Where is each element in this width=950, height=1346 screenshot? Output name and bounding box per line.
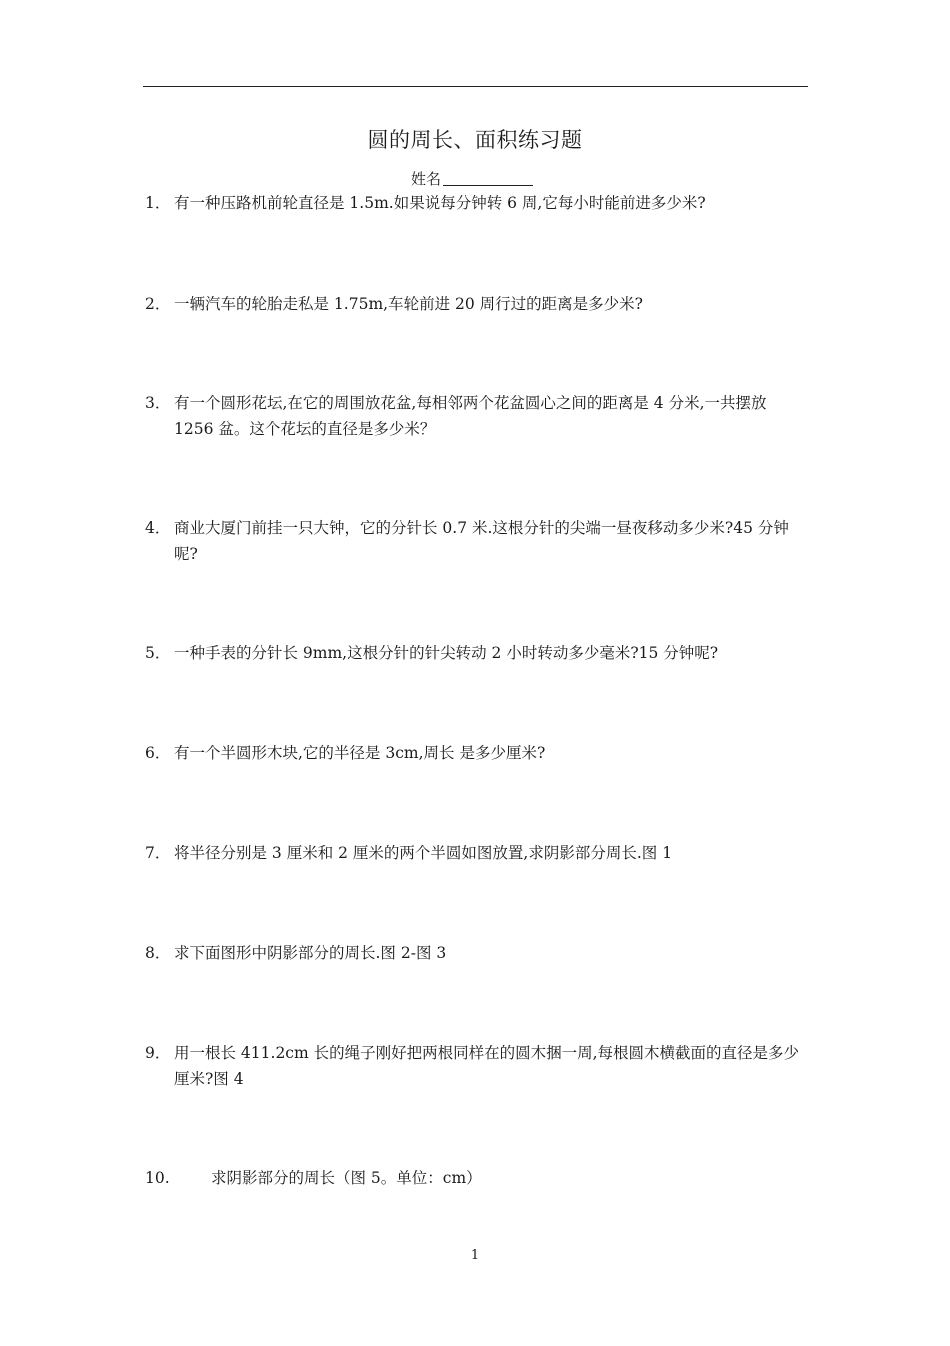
- question-text: 用一根长 411.2cm 长的绳子刚好把两根同样在的圆木捆一周,每根圆木横截面的直径是多少厘米?图 4: [174, 1044, 800, 1088]
- question-number: 5．: [145, 644, 171, 662]
- question-item: [145, 190, 810, 216]
- question-text: 将半径分别是 3 厘米和 2 厘米的两个半圆如图放置,求阴影部分周长.图 1: [174, 844, 673, 862]
- question-number: 3．: [145, 394, 171, 412]
- question-item: [145, 1040, 810, 1092]
- name-blank-line: [443, 170, 533, 186]
- question-number: 7．: [145, 844, 171, 862]
- name-label: 姓名: [411, 170, 442, 188]
- question-text: 求阴影部分的周长（图 5。单位：cm）: [211, 1169, 482, 1187]
- question-item: [145, 1165, 810, 1191]
- question-number: 6．: [145, 744, 171, 762]
- question-text: 一辆汽车的轮胎走私是 1.75m,车轮前进 20 周行过的距离是多少米?: [174, 295, 643, 313]
- question-number: 2．: [145, 295, 171, 313]
- question-text: 求下面图形中阴影部分的周长.图 2-图 3: [174, 944, 447, 962]
- question-item: [145, 390, 810, 442]
- question-item: [145, 515, 810, 567]
- question-number: 9．: [145, 1044, 171, 1062]
- page-title: 圆的周长、面积练习题: [367, 128, 583, 152]
- header-rule: [143, 86, 808, 87]
- question-number: 4．: [145, 519, 171, 537]
- question-text: 有一个半圆形木块,它的半径是 3cm,周长 是多少厘米?: [174, 744, 546, 762]
- question-item: [145, 740, 810, 766]
- question-number: 8．: [145, 944, 171, 962]
- question-text: 一种手表的分针长 9mm,这根分针的针尖转动 2 小时转动多少毫米?15 分钟呢?: [174, 644, 719, 662]
- question-number: 1．: [145, 194, 171, 212]
- page-number: 1: [470, 1248, 480, 1263]
- question-item: [145, 840, 810, 866]
- question-text: 有一种压路机前轮直径是 1.5m.如果说每分钟转 6 周,它每小时能前进多少米?: [174, 194, 706, 212]
- question-text: 商业大厦门前挂一只大钟，它的分针长 0.7 米.这根分针的尖端一昼夜移动多少米?45 分钟呢?: [174, 519, 789, 563]
- question-number: 10.: [145, 1169, 170, 1187]
- question-item: [145, 940, 810, 966]
- question-item: [145, 291, 810, 317]
- question-item: [145, 640, 810, 666]
- name-field: [411, 168, 533, 189]
- question-text: 有一个圆形花坛,在它的周围放花盆,每相邻两个花盆圆心之间的距离是 4 分米,一共摆放 1256 盆。这个花坛的直径是多少米？: [174, 394, 767, 438]
